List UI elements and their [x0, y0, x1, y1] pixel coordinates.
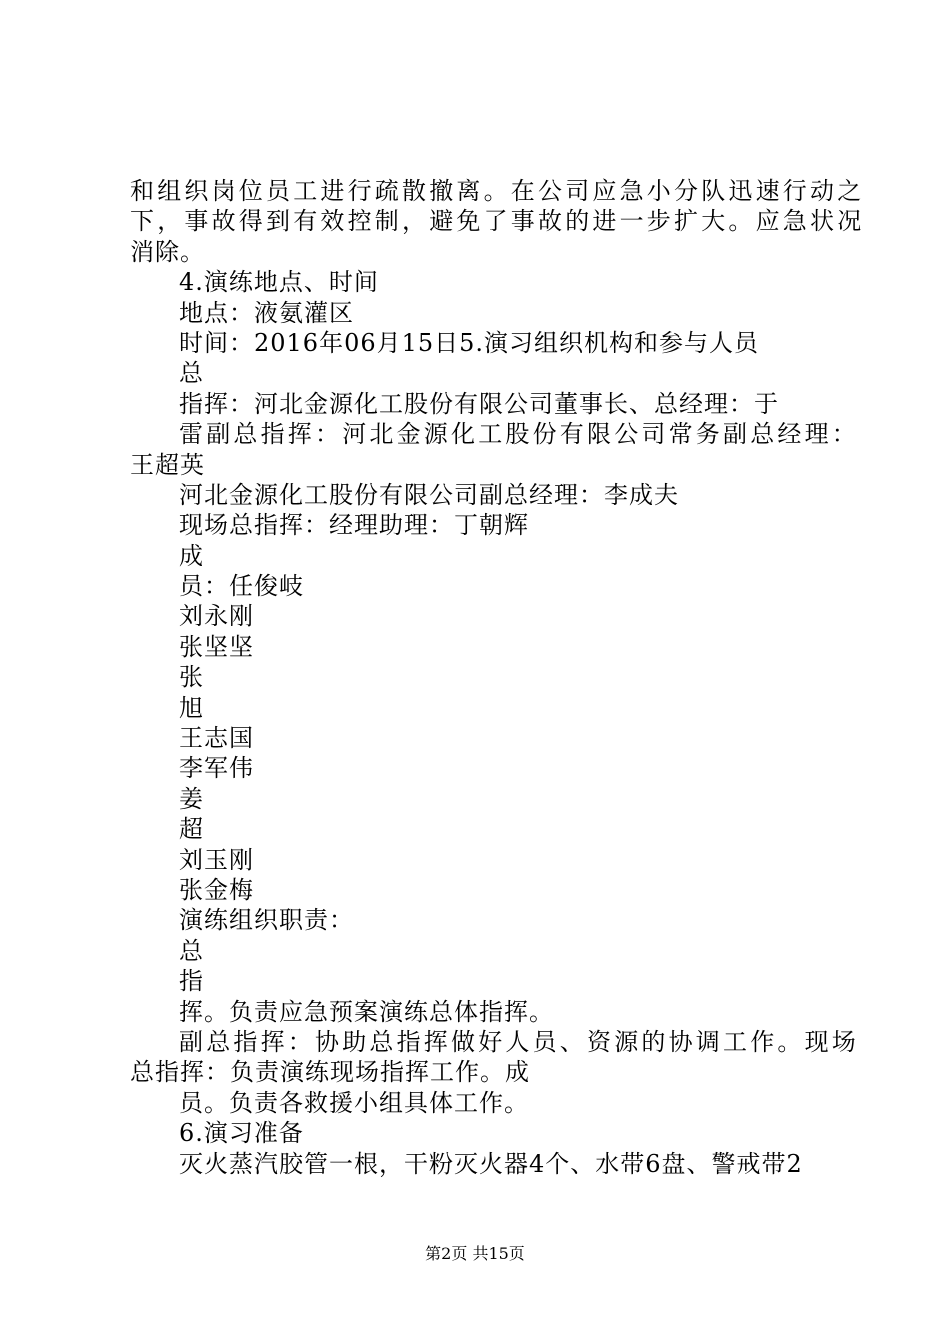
member-name: 旭	[179, 693, 204, 722]
text-line: 时间：2016年06月15日5.演习组织机构和参与人员	[179, 328, 760, 357]
page-number-label: 第2页 共15页	[425, 1244, 525, 1263]
text-line: 指挥：河北金源化工股份有限公司董事长、总经理：于	[179, 389, 779, 418]
section-heading: 6.演习准备	[179, 1119, 304, 1148]
section-heading: 4.演练地点、时间	[179, 268, 379, 297]
text-line: 下，事故得到有效控制，避免了事故的进一步扩大。应急状况	[130, 207, 865, 236]
text-line: 灭火蒸汽胶管一根，干粉灭火器4个、水带6盘、警戒带2	[179, 1149, 803, 1178]
text-line: 总指挥：负责演练现场指挥工作。成	[130, 1058, 530, 1087]
text-line: 成	[179, 541, 204, 570]
page-footer	[0, 1244, 950, 1264]
text-line: 员。负责各救援小组具体工作。	[179, 1088, 529, 1117]
member-name: 超	[179, 815, 204, 844]
member-name: 张	[179, 663, 204, 692]
text-line: 演练组织职责：	[179, 906, 354, 935]
text-line: 副总指挥：协助总指挥做好人员、资源的协调工作。现场	[179, 1027, 859, 1056]
member-name: 李军伟	[179, 754, 254, 783]
text-line: 指	[179, 967, 204, 996]
text-line: 挥。负责应急预案演练总体指挥。	[179, 997, 554, 1026]
text-line: 总	[179, 936, 204, 965]
text-line: 雷副总指挥：河北金源化工股份有限公司常务副总经理：	[179, 420, 859, 449]
member-name: 刘玉刚	[179, 845, 254, 874]
text-line: 员：任俊岐	[179, 572, 304, 601]
text-line: 消除。	[130, 237, 205, 266]
member-name: 王志国	[179, 724, 254, 753]
document-body	[130, 176, 865, 1179]
text-line: 河北金源化工股份有限公司副总经理：李成夫	[179, 480, 679, 509]
text-line: 现场总指挥：经理助理：丁朝辉	[179, 511, 529, 540]
member-name: 张金梅	[179, 875, 254, 904]
member-name: 张坚坚	[179, 632, 254, 661]
text-line: 和组织岗位员工进行疏散撤离。在公司应急小分队迅速行动之	[130, 177, 865, 205]
member-name: 刘永刚	[179, 602, 254, 631]
member-name: 姜	[179, 784, 204, 813]
text-line: 王超英	[130, 450, 205, 479]
text-line: 总	[179, 359, 204, 388]
text-line: 地点：液氨灌区	[179, 298, 354, 327]
